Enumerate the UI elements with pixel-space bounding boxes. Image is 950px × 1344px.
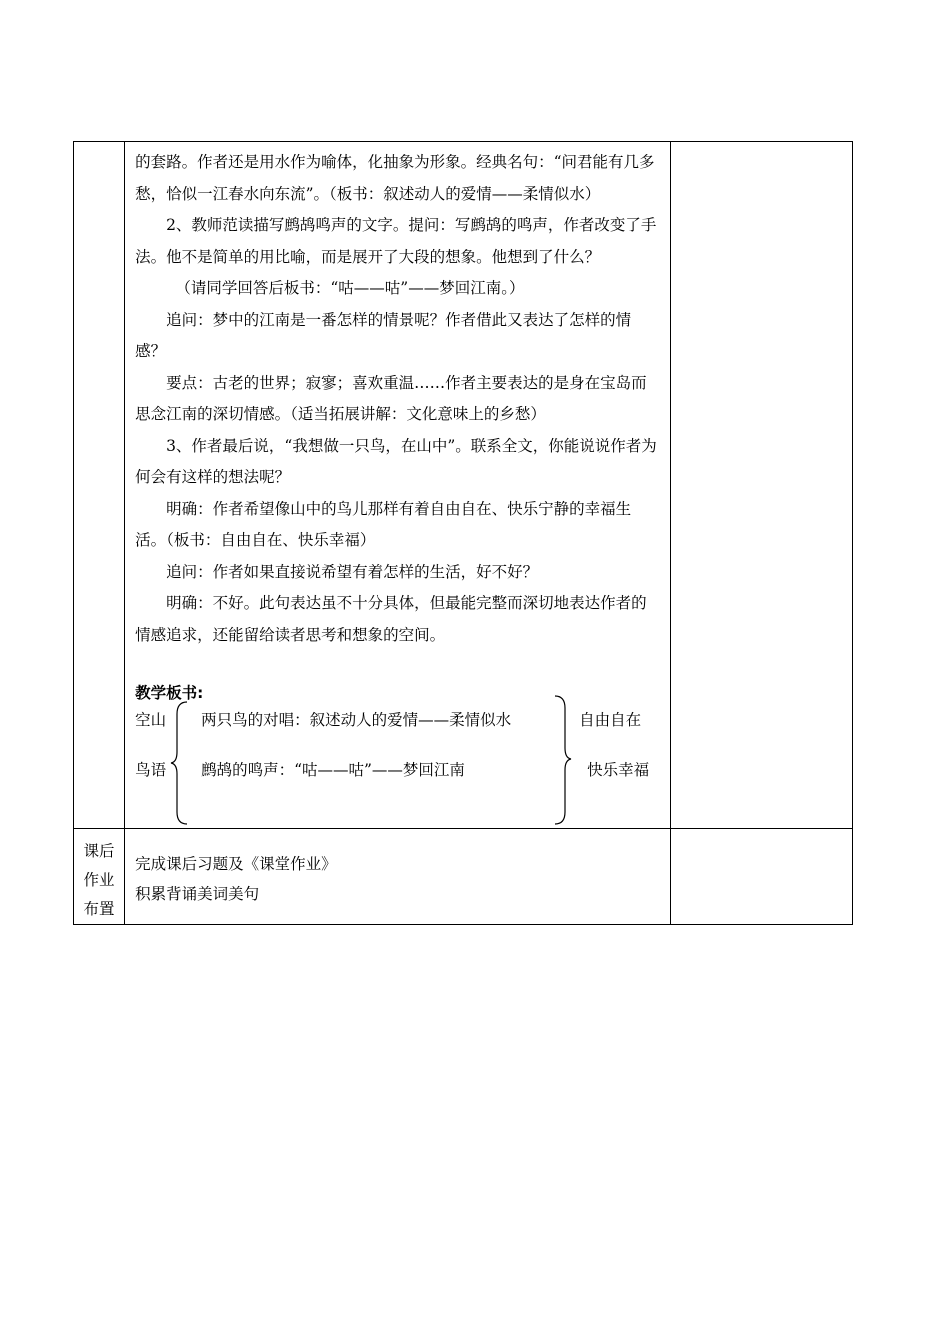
lesson-content	[125, 142, 670, 828]
lesson-paragraph: 2、教师范读描写鹧鸪鸣声的文字。提问：写鹧鸪的鸣声，作者改变了手法。他不是简单的用比喻，而是展开了大段的想象。他想到了什么？	[135, 216, 657, 266]
lesson-plan-table	[73, 141, 853, 925]
lesson-paragraph: 明确：作者希望像山中的鸟儿那样有着自由自在、快乐宁静的幸福生活。（板书：自由自在、快乐幸福）	[135, 499, 632, 549]
lesson-paragraph: 追问：梦中的江南是一番怎样的情景呢？作者借此又表达了怎样的情感？	[135, 310, 632, 360]
homework-row	[74, 829, 853, 925]
board-right-bottom: 快乐幸福	[587, 761, 650, 779]
notes-cell	[670, 142, 852, 829]
lesson-paragraph: 要点：古老的世界；寂寥；喜欢重温……作者主要表达的是身在宝岛而思念江南的深切情感。（适当拓展讲解：文化意味上的乡愁）	[135, 373, 647, 423]
homework-label-line: 布置	[83, 900, 115, 918]
right-brace-icon	[553, 694, 573, 826]
lesson-paragraph: 明确：不好。此句表达虽不十分具体，但最能完整而深切地表达作者的情感追求，还能留给读者思考和想象的空间。	[135, 594, 647, 644]
lesson-paragraph: 的套路。作者还是用水作为喻体，化抽象为形象。经典名句：“问君能有几多愁，恰似一江春水向东流”。（板书：叙述动人的爱情——柔情似水）	[135, 153, 655, 203]
board-left-bottom: 鸟语	[135, 761, 167, 779]
lesson-content-cell	[125, 142, 671, 829]
lesson-paragraph: 3、作者最后说，“我想做一只鸟，在山中”。联系全文，你能说说作者为何会有这样的想法呢？	[135, 436, 657, 486]
homework-label-line: 作业	[83, 871, 115, 889]
homework-label-cell	[74, 829, 125, 925]
homework-notes-cell	[670, 829, 852, 925]
left-brace-icon	[169, 700, 189, 826]
lesson-paragraph: （请同学回答后板书：“咕——咕”——梦回江南。）	[175, 279, 525, 297]
blackboard-diagram	[135, 704, 662, 828]
board-left-top: 空山	[135, 711, 167, 729]
board-right-top: 自由自在	[579, 711, 642, 729]
homework-line: 积累背诵美词美句	[135, 885, 260, 903]
board-title: 教学板书:	[135, 684, 204, 702]
homework-label-line: 课后	[83, 842, 115, 860]
homework-line: 完成课后习题及《课堂作业》	[135, 855, 337, 873]
board-mid-top: 两只鸟的对唱：叙述动人的爱情——柔情似水	[201, 711, 512, 729]
left-label-cell-empty	[74, 142, 125, 829]
homework-content-cell	[125, 829, 671, 925]
board-mid-bottom: 鹧鸪的鸣声：“咕——咕”——梦回江南	[201, 761, 465, 779]
lesson-row	[74, 142, 853, 829]
lesson-paragraph: 追问：作者如果直接说希望有着怎样的生活，好不好？	[166, 562, 539, 581]
